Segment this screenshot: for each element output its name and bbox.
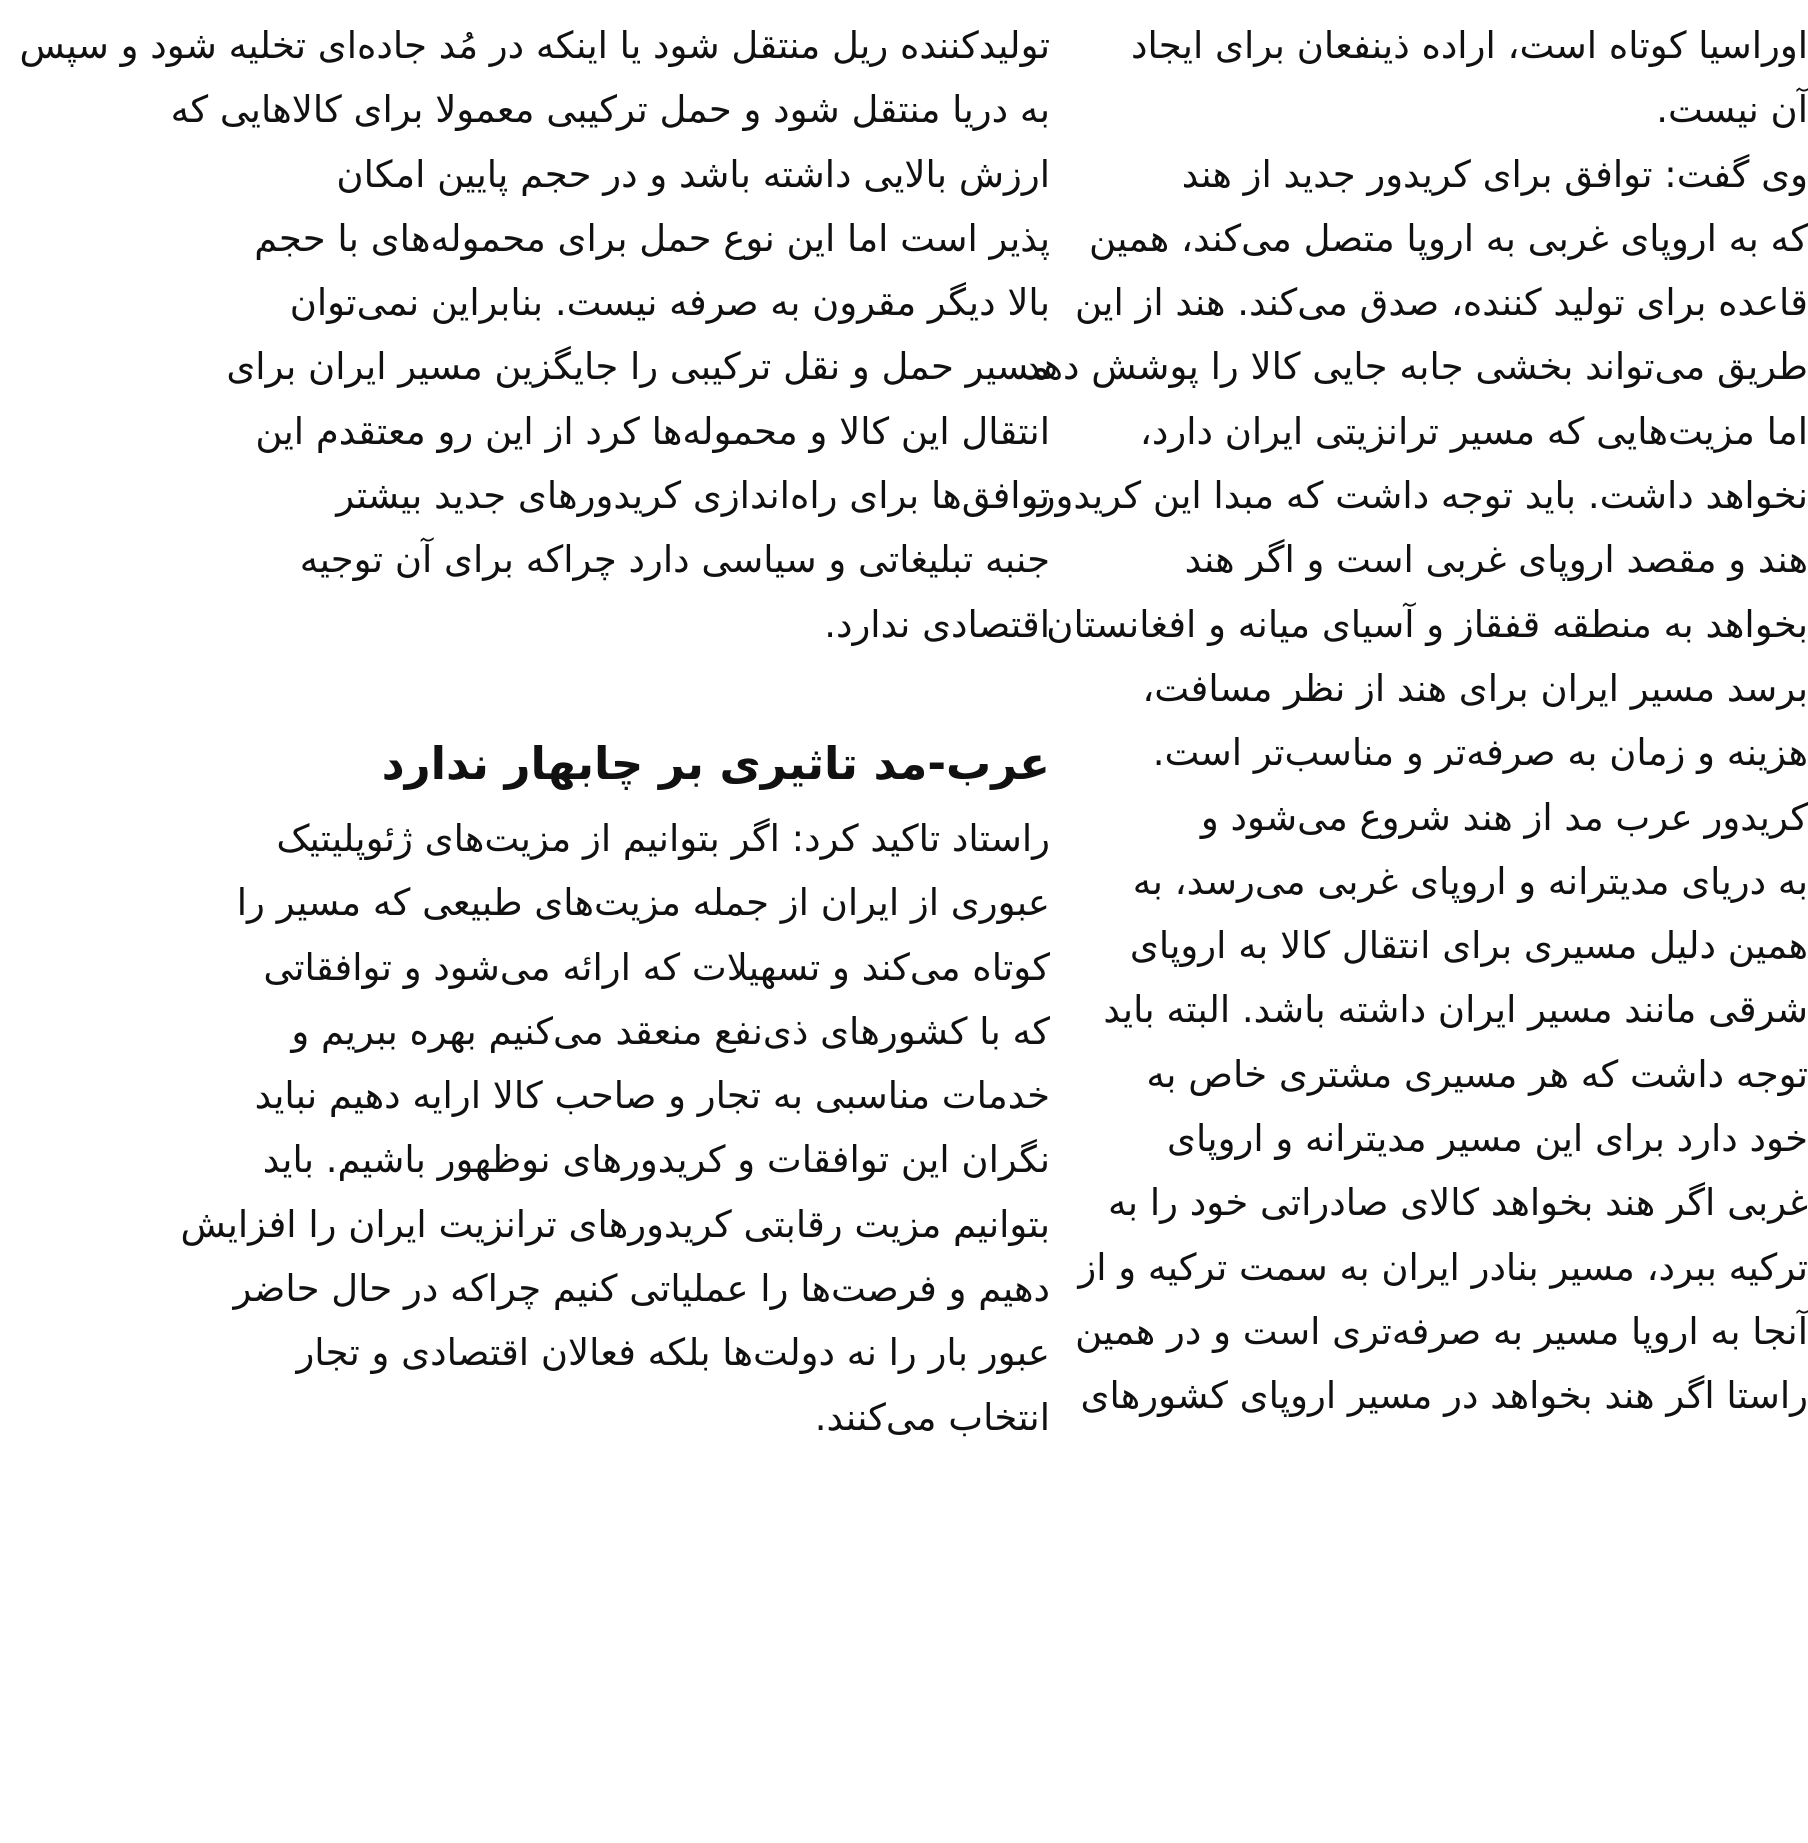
text-line: اوراسیا کوتاه است، اراده ذینفعان برای ایجاد (1131, 24, 1808, 67)
right-column-content (908, 14, 1808, 1429)
text-line: قاعده برای تولید کننده، صدق می‌کند. هند از این (1074, 281, 1808, 325)
right-text-column (900, 0, 1808, 1843)
text-line: هزینه و زمان به صرفه‌تر و مناسب‌تر است. (1152, 731, 1808, 775)
text-line: خود دارد برای این مسیر مدیترانه و اروپای (1167, 1117, 1808, 1161)
text-line: آن نیست. (1656, 88, 1808, 132)
text-line: توافق‌ها برای راه‌اندازی کریدورهای جدید بیشتر (336, 474, 1050, 518)
text-line: به دریا منتقل شود و حمل ترکیبی معمولا برای کالاهایی که (170, 88, 1050, 132)
text-line: انتقال این کالا و محموله‌ها کرد از این رو معتقدم این (255, 409, 1050, 453)
text-line: مسیر حمل و نقل ترکیبی را جایگزین مسیر ایران برای (226, 345, 1050, 389)
text-line: راستاد تاکید کرد: اگر بتوانیم از مزیت‌های ژئوپلیتیک (276, 816, 1050, 860)
text-line: نگران این توافقات و کریدورهای نوظهور باشیم. باید (262, 1138, 1050, 1182)
left-paragraph-1 (0, 14, 1050, 657)
text-line: تولیدکننده ریل منتقل شود یا اینکه در مُد جاده‌ای تخلیه شود و سپس (19, 24, 1050, 67)
text-line: آنجا به اروپا مسیر به صرفه‌تری است و در همین (1075, 1309, 1808, 1353)
text-line: عبوری از ایران از جمله مزیت‌های طبیعی که مسیر را (236, 881, 1050, 925)
text-line: کوتاه می‌کند و تسهیلات که ارائه می‌شود و توافقاتی (263, 945, 1050, 989)
text-line: اقتصادی ندارد. (824, 602, 1050, 646)
text-line: جنبه تبلیغاتی و سیاسی دارد چراکه برای آن توجیه (299, 538, 1050, 582)
right-paragraph-1 (908, 14, 1808, 143)
text-line: غربی اگر هند بخواهد کالای صادراتی خود را به (1107, 1181, 1808, 1225)
text-line: انتخاب می‌کنند. (814, 1395, 1050, 1439)
text-line: کریدور عرب مد از هند شروع می‌شود و (1200, 795, 1808, 839)
text-line: عبور بار را نه دولت‌ها بلکه فعالان اقتصادی و تجار (296, 1331, 1050, 1375)
text-line: نخواهد داشت. باید توجه داشت که مبدا این کریدور، (1025, 474, 1808, 518)
text-line: برسد مسیر ایران برای هند از نظر مسافت، (1142, 666, 1808, 710)
text-line: که با کشورهای ذی‌نفع منعقد می‌کنیم بهره ببریم و (291, 1009, 1050, 1053)
text-line: پذیر است اما این نوع حمل برای محموله‌های با حجم (254, 216, 1050, 260)
right-paragraph-2 (908, 143, 1808, 1429)
text-line: ارزش بالایی داشته باشد و در حجم پایین امکان (336, 152, 1050, 196)
text-line: که به اروپای غربی به اروپا متصل می‌کند، همین (1089, 216, 1808, 260)
paragraph-gap (0, 657, 1050, 721)
text-line: توجه داشت که هر مسیری مشتری خاص به (1146, 1052, 1808, 1096)
text-line: راستا اگر هند بخواهد در مسیر اروپای کشورهای (1080, 1374, 1808, 1418)
text-line: ترکیه ببرد، مسیر بنادر ایران به سمت ترکیه و از (1078, 1245, 1808, 1289)
text-line: خدمات مناسبی به تجار و صاحب کالا ارایه دهیم نباید (254, 1074, 1050, 1118)
left-column-content (0, 14, 1050, 1450)
text-line: بتوانیم مزیت رقابتی کریدورهای ترانزیت ایران را افزایش (180, 1202, 1050, 1246)
text-line: هند و مقصد اروپای غربی است و اگر هند (1184, 538, 1808, 582)
text-line: بالا دیگر مقرون به صرفه نیست. بنابراین نمی‌توان (289, 281, 1050, 325)
text-line: به دریای مدیترانه و اروپای غربی می‌رسد، به (1132, 859, 1808, 903)
text-line: اما مزیت‌هایی که مسیر ترانزیتی ایران دارد، (1139, 409, 1808, 453)
text-line: طریق می‌تواند بخشی جابه جایی کالا را پوشش دهد (1024, 345, 1808, 389)
text-line: شرقی مانند مسیر ایران داشته باشد. البته باید (1103, 988, 1808, 1032)
text-line: دهیم و فرصت‌ها را عملیاتی کنیم چراکه در حال حاضر (233, 1267, 1050, 1311)
left-paragraph-2 (0, 807, 1050, 1450)
text-line: همین دلیل مسیری برای انتقال کالا به اروپای (1129, 924, 1808, 968)
section-heading: عرب-مد تاثیری بر چابهار ندارد (381, 736, 1050, 790)
text-line: بخواهد به منطقه قفقاز و آسیای میانه و افغانستان (1046, 602, 1808, 646)
text-line: وی گفت: توافق برای کریدور جدید از هند (1181, 152, 1808, 196)
